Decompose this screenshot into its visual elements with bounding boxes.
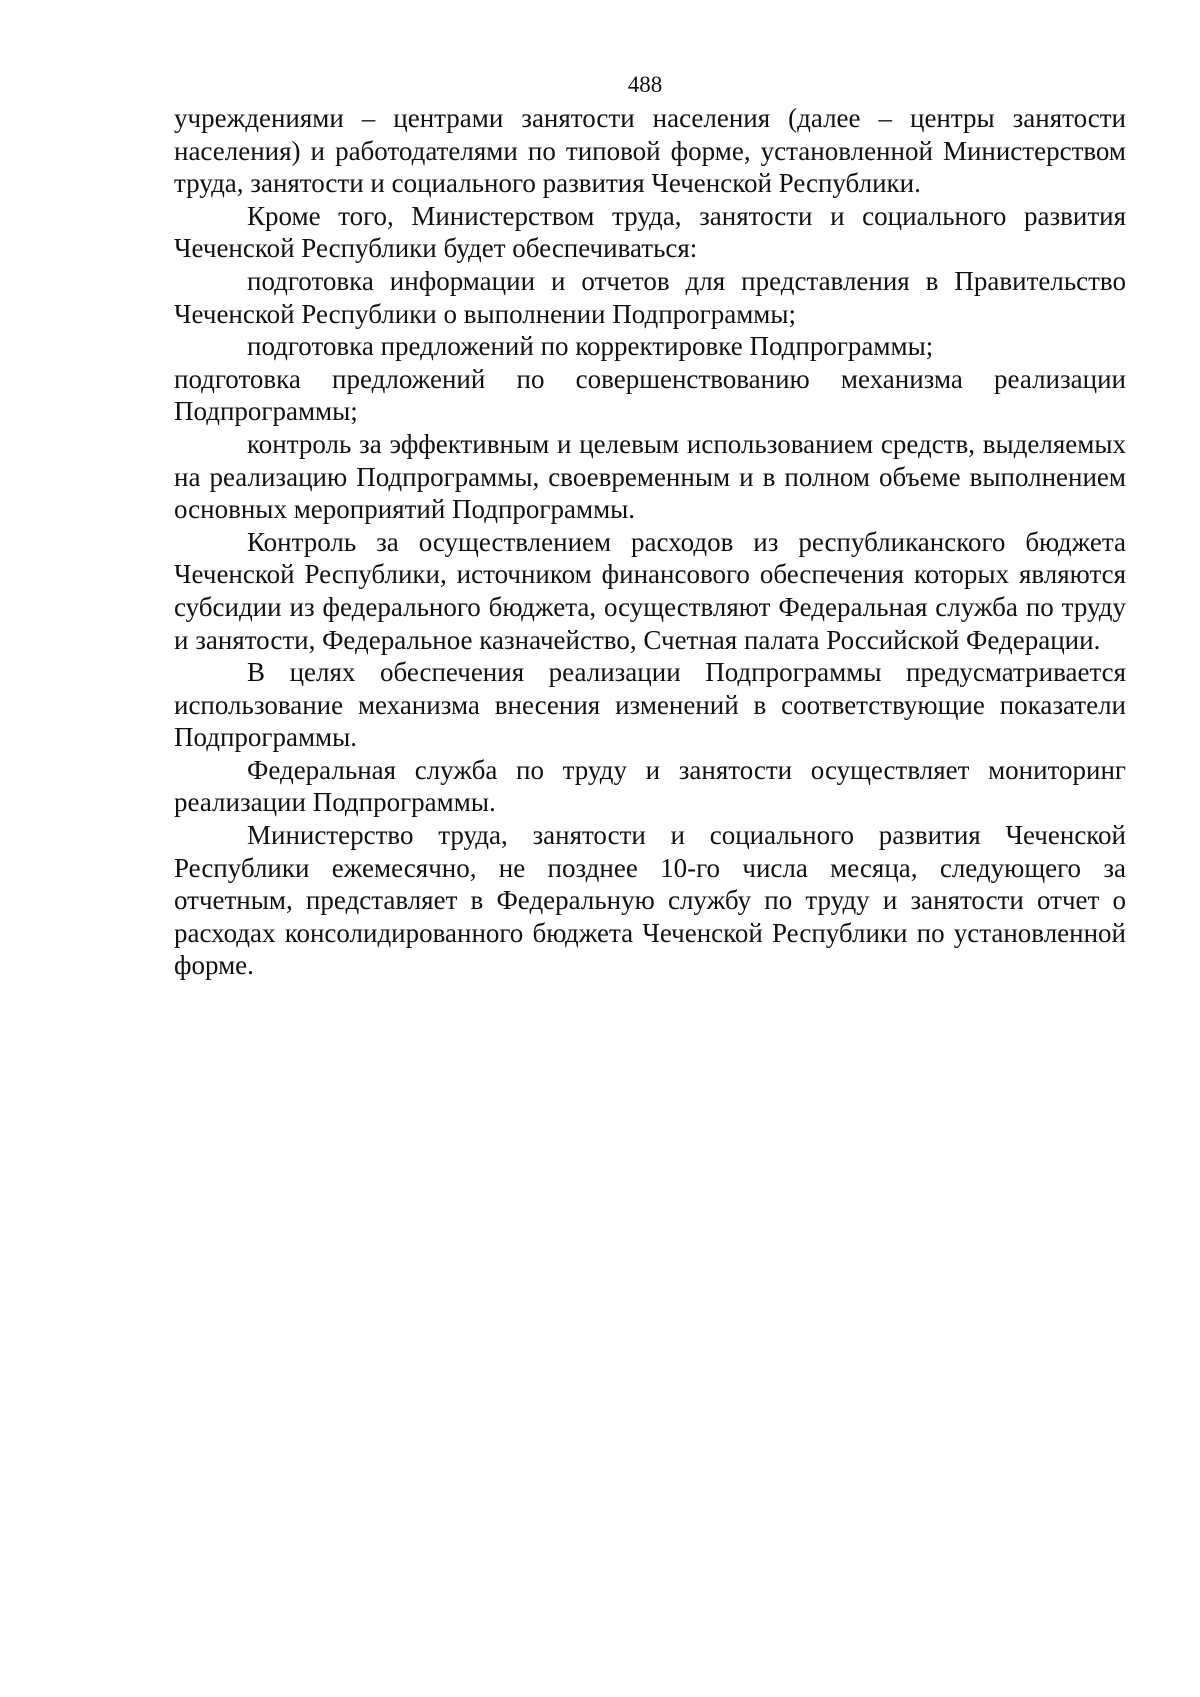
paragraph-2-ministry-duties-intro: Кроме того, Министерством труда, занятости и социального развития Чеченской Республики будет обеспечиваться: bbox=[174, 200, 1126, 264]
paragraph-5-mechanism-proposals: подготовка предложений по совершенствованию механизма реализации Подпрограммы; bbox=[174, 363, 1126, 427]
paragraph-7-expenditure-control: Контроль за осуществлением расходов из республиканского бюджета Чеченской Республики, источником финансового обеспечения которых являются субсидии из федерального бюджета, осуществляют Федеральная служба по труду и занятости, Федеральное казначейство, Счетная палата Российской Федерации. bbox=[174, 526, 1126, 655]
paragraph-8-changes-mechanism: В целях обеспечения реализации Подпрограммы предусматривается использование механизма внесения изменений в соответствующие показатели Подпрограммы. bbox=[174, 657, 1126, 753]
body-text bbox=[174, 102, 1126, 982]
paragraph-1-continuation: учреждениями – центрами занятости населения (далее – центры занятости населения) и работодателями по типовой форме, установленной Министерством труда, занятости и социального развития Чеченской Республики. bbox=[174, 103, 1126, 199]
paragraph-4-correction-proposals: подготовка предложений по корректировке Подпрограммы; bbox=[247, 331, 934, 362]
paragraph-9-monitoring: Федеральная служба по труду и занятости осуществляет мониторинг реализации Подпрограммы. bbox=[174, 754, 1126, 818]
paragraph-6-funds-control: контроль за эффективным и целевым использованием средств, выделяемых на реализацию Подпрограммы, своевременным и в полном объеме выполнением основных мероприятий Подпрограммы. bbox=[174, 428, 1126, 525]
page-number: 488 bbox=[627, 72, 663, 97]
paragraph-10-monthly-report: Министерство труда, занятости и социального развития Чеченской Республики ежемесячно, не позднее 10-го числа месяца, следующего за отчетным, представляет в Федеральную службу по труду и занятости отчет о расходах консолидированного бюджета Чеченской Республики по установленной форме. bbox=[174, 820, 1126, 981]
paragraph-3-reports-preparation: подготовка информации и отчетов для представления в Правительство Чеченской Республики о выполнении Подпрограммы; bbox=[174, 265, 1126, 329]
